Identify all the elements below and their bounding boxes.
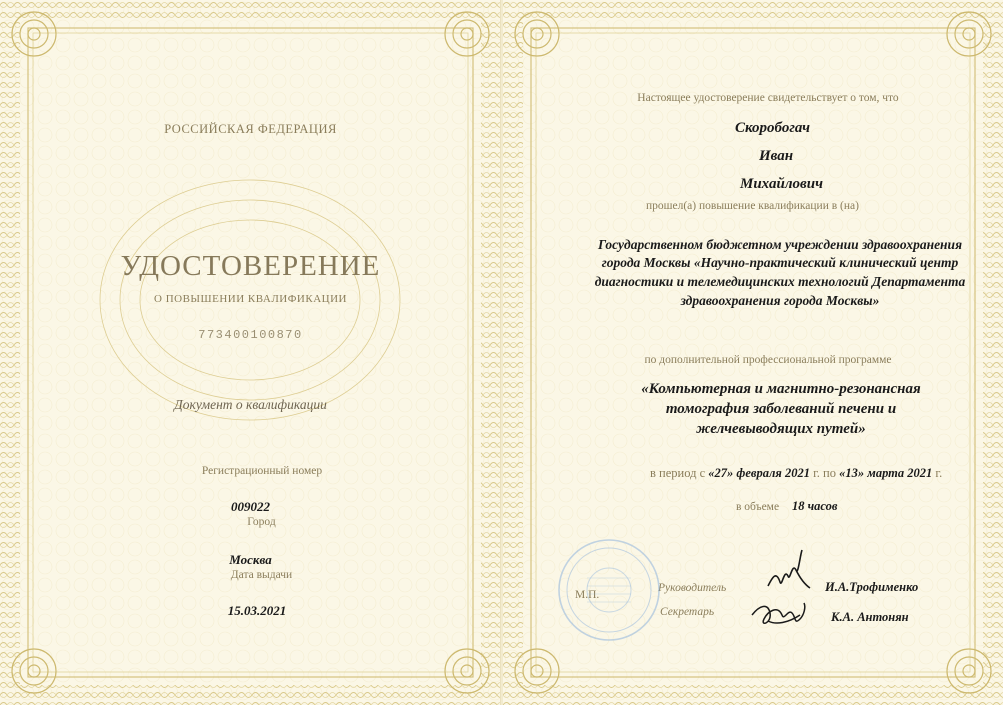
intro-text: Настоящее удостоверение свидетельствует о том, что	[637, 92, 899, 104]
official-stamp	[557, 538, 661, 642]
secretary-label: Секретарь	[660, 606, 715, 618]
volume-label: в объеме	[736, 501, 780, 513]
serial-number: 773400100870	[198, 328, 303, 342]
period-prefix: в период с	[650, 466, 706, 480]
registration-number: 009022	[231, 499, 270, 514]
doc-subtitle: О ПОВЫШЕНИИ КВАЛИФИКАЦИИ	[154, 293, 347, 305]
head-signature	[762, 548, 814, 598]
issue-date-label: Дата выдачи	[230, 569, 293, 581]
issue-date: 15.03.2021	[227, 603, 287, 618]
passed-text: прошел(а) повышение квалификации в (на)	[646, 200, 859, 212]
document-type: Документ о квалификации	[174, 397, 327, 412]
doc-title: УДОСТОВЕРЕНИЕ	[120, 250, 381, 282]
period-end: «13» марта 2021	[839, 466, 933, 480]
left-page	[0, 0, 501, 705]
holder-name: Иван	[759, 148, 794, 164]
secretary-signature	[748, 595, 810, 635]
registration-number-label: Регистрационный номер	[201, 465, 323, 477]
guilloche-frame-left	[0, 0, 501, 705]
holder-patronymic: Михайлович	[740, 176, 823, 192]
study-period	[650, 466, 942, 481]
program-label: по дополнительной профессиональной программе	[644, 354, 892, 366]
city-label: Город	[247, 516, 276, 528]
institution-line-2: города Москвы «Научно-практический клинический центр	[601, 255, 959, 270]
head-name: И.А.Трофименко	[825, 580, 919, 594]
holder-surname: Скоробогач	[735, 120, 811, 136]
period-mid: г. по	[813, 466, 836, 480]
program-line-1: «Компьютерная и магнитно-резонансная	[641, 381, 921, 397]
program-line-2: томография заболеваний печени и	[665, 401, 897, 417]
city-value: Москва	[229, 552, 272, 567]
institution-line-1: Государственном бюджетном учреждении здравоохранения	[597, 237, 963, 252]
period-start: «27» февраля 2021	[708, 466, 810, 480]
head-label: Руководитель	[658, 582, 727, 594]
country-label: РОССИЙСКАЯ ФЕДЕРАЦИЯ	[164, 122, 337, 136]
program-line-3: желчевыводящих путей»	[696, 421, 866, 437]
institution-line-3: диагностики и телемедицинских технологий Департамента	[594, 274, 966, 289]
seal-placeholder: М.П.	[575, 589, 600, 601]
secretary-name: К.А. Антонян	[831, 610, 909, 624]
period-suffix: г.	[935, 466, 943, 480]
volume-value: 18 часов	[792, 499, 838, 513]
institution-line-4: здравоохранения города Москвы»	[680, 293, 880, 308]
